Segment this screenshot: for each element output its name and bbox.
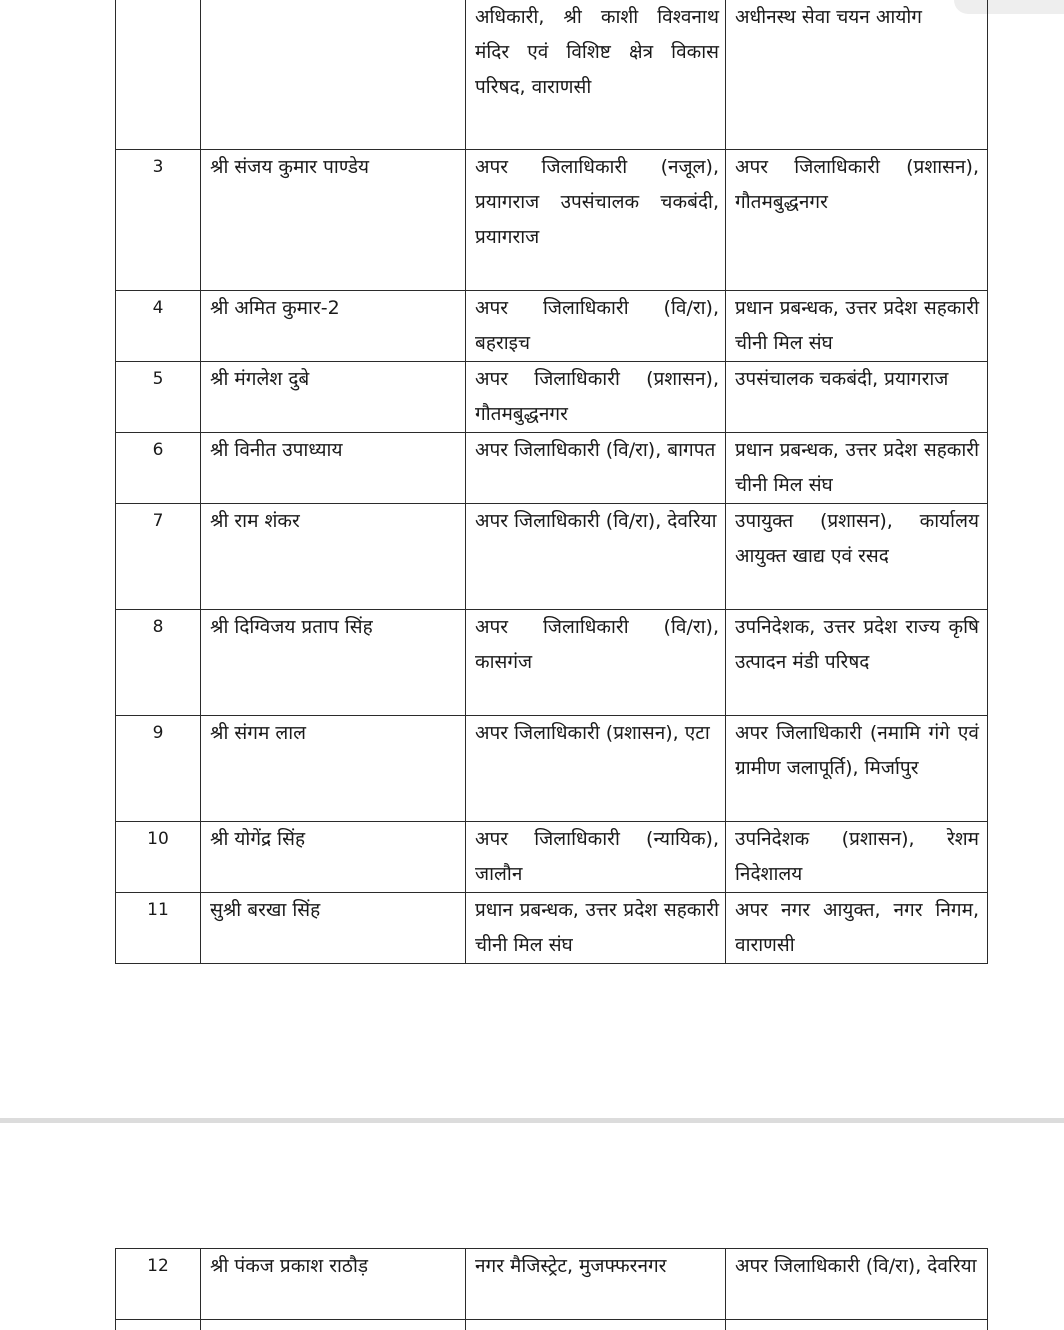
serial-number: 12 bbox=[116, 1249, 201, 1320]
current-post: अपर जिलाधिकारी (वि/रा), देवरिया bbox=[466, 504, 726, 610]
table-row bbox=[116, 433, 988, 504]
officer-name: श्री राम शंकर bbox=[201, 504, 466, 610]
officer-name: श्री पंकज प्रकाश राठौड़ bbox=[201, 1249, 466, 1320]
table-row bbox=[116, 1249, 988, 1320]
officer-name: श्री दिग्विजय प्रताप सिंह bbox=[201, 610, 466, 716]
current-post: अपर जिलाधिकारी (वि/रा), बागपत bbox=[466, 433, 726, 504]
current-post: प्रधान प्रबन्धक, उत्तर प्रदेश सहकारी चीनी मिल संघ bbox=[466, 893, 726, 964]
new-post: उपायुक्त (प्रशासन), कार्यालय आयुक्त खाद्य एवं रसद bbox=[726, 504, 988, 610]
current-post: अपर जिलाधिकारी (प्रशासन), गौतमबुद्धनगर bbox=[466, 362, 726, 433]
officer-name: श्री योगेंद्र सिंह bbox=[201, 822, 466, 893]
officer-name: श्री अमित कुमार-2 bbox=[201, 291, 466, 362]
document-page-2 bbox=[0, 1123, 1064, 1330]
table-row bbox=[116, 150, 988, 291]
officer-name bbox=[201, 0, 466, 150]
current-post bbox=[466, 1320, 726, 1330]
current-post: नगर मैजिस्ट्रेट, मुजफ्फरनगर bbox=[466, 1249, 726, 1320]
new-post: अपर जिलाधिकारी (प्रशासन), गौतमबुद्धनगर bbox=[726, 150, 988, 291]
officer-name: श्री विनीत उपाध्याय bbox=[201, 433, 466, 504]
officer-name: श्री मंगलेश दुबे bbox=[201, 362, 466, 433]
officer-name bbox=[201, 1320, 466, 1330]
table-row bbox=[116, 893, 988, 964]
table-row bbox=[116, 0, 988, 150]
current-post: अपर जिलाधिकारी (प्रशासन), एटा bbox=[466, 716, 726, 822]
current-post: अपर जिलाधिकारी (नजूल), प्रयागराज उपसंचालक चकबंदी, प्रयागराज bbox=[466, 150, 726, 291]
table-row bbox=[116, 1320, 988, 1330]
serial-number: 5 bbox=[116, 362, 201, 433]
serial-number: 8 bbox=[116, 610, 201, 716]
table-row bbox=[116, 822, 988, 893]
new-post: अपर नगर आयुक्त, नगर निगम, वाराणसी bbox=[726, 893, 988, 964]
table-row bbox=[116, 291, 988, 362]
new-post: अपर जिलाधिकारी (नमामि गंगे एवं ग्रामीण जलापूर्ति), मिर्जापुर bbox=[726, 716, 988, 822]
table-row bbox=[116, 716, 988, 822]
current-post: अपर जिलाधिकारी (वि/रा), कासगंज bbox=[466, 610, 726, 716]
serial-number: 9 bbox=[116, 716, 201, 822]
new-post bbox=[726, 1320, 988, 1330]
new-post: प्रधान प्रबन्धक, उत्तर प्रदेश सहकारी चीनी मिल संघ bbox=[726, 291, 988, 362]
officer-name: श्री संगम लाल bbox=[201, 716, 466, 822]
current-post: अपर जिलाधिकारी (वि/रा), बहराइच bbox=[466, 291, 726, 362]
serial-number: 11 bbox=[116, 893, 201, 964]
new-post: अधीनस्थ सेवा चयन आयोग bbox=[726, 0, 988, 150]
officer-name: सुश्री बरखा सिंह bbox=[201, 893, 466, 964]
new-post: अपर जिलाधिकारी (वि/रा), देवरिया bbox=[726, 1249, 988, 1320]
new-post: उपसंचालक चकबंदी, प्रयागराज bbox=[726, 362, 988, 433]
table-row bbox=[116, 504, 988, 610]
officer-name: श्री संजय कुमार पाण्डेय bbox=[201, 150, 466, 291]
table-row bbox=[116, 362, 988, 433]
new-post: उपनिदेशक, उत्तर प्रदेश राज्य कृषि उत्पादन मंडी परिषद bbox=[726, 610, 988, 716]
table-row bbox=[116, 610, 988, 716]
transfer-table-page-2 bbox=[115, 1248, 988, 1330]
serial-number: 3 bbox=[116, 150, 201, 291]
serial-number: 4 bbox=[116, 291, 201, 362]
new-post: प्रधान प्रबन्धक, उत्तर प्रदेश सहकारी चीनी मिल संघ bbox=[726, 433, 988, 504]
serial-number: 7 bbox=[116, 504, 201, 610]
current-post: अधिकारी, श्री काशी विश्वनाथ मंदिर एवं विशिष्ट क्षेत्र विकास परिषद, वाराणसी bbox=[466, 0, 726, 150]
new-post: उपनिदेशक (प्रशासन), रेशम निदेशालय bbox=[726, 822, 988, 893]
serial-number bbox=[116, 1320, 201, 1330]
serial-number: 10 bbox=[116, 822, 201, 893]
transfer-table-page-1 bbox=[115, 0, 988, 964]
current-post: अपर जिलाधिकारी (न्यायिक), जालौन bbox=[466, 822, 726, 893]
serial-number: 6 bbox=[116, 433, 201, 504]
serial-number bbox=[116, 0, 201, 150]
